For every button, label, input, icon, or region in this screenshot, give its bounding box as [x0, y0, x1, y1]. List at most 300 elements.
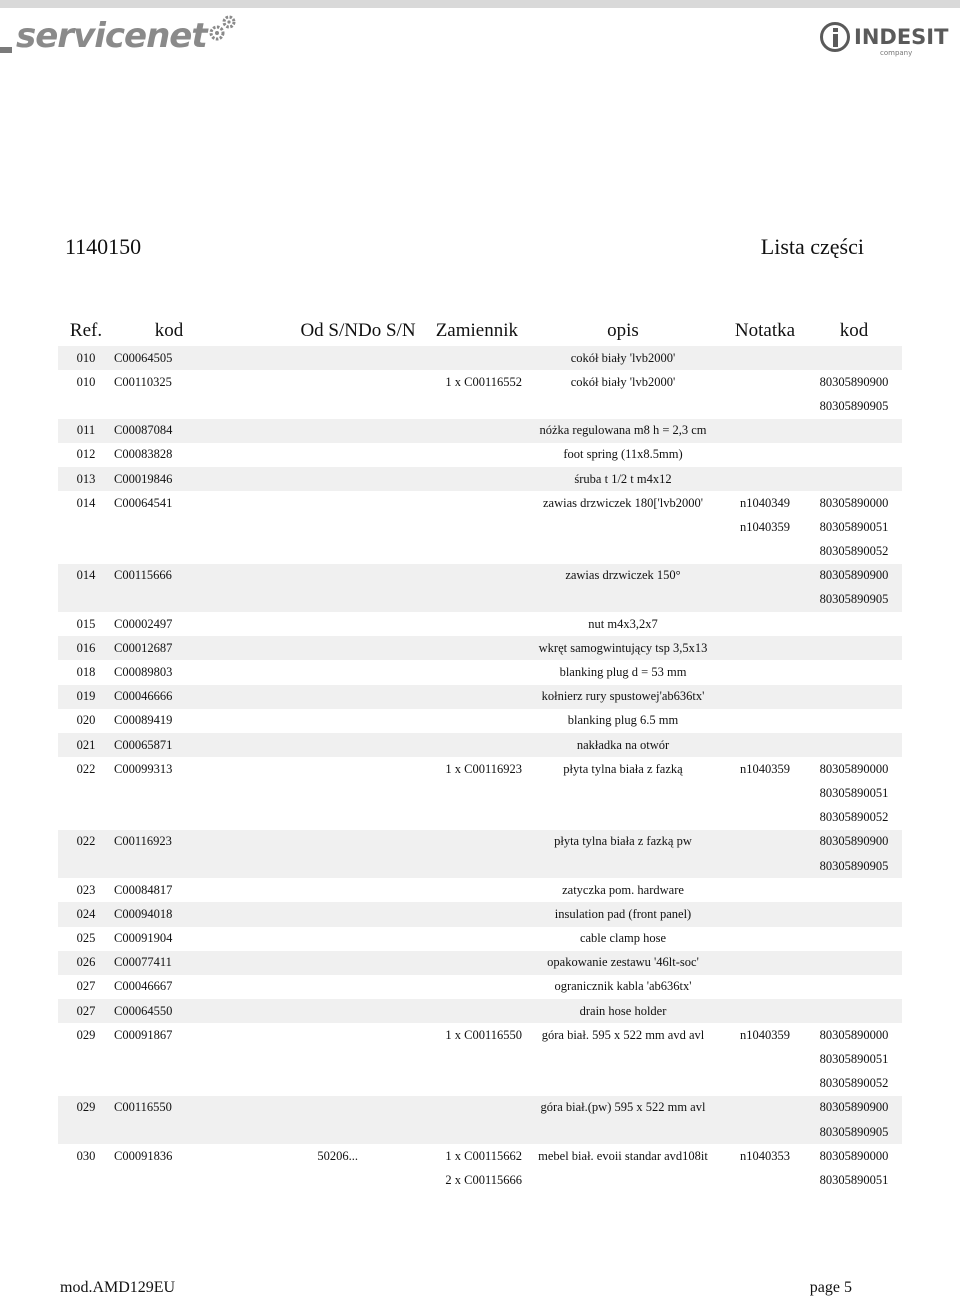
table-row — [58, 394, 902, 418]
cell-notatka — [724, 951, 806, 975]
cell-kod: C00012687 — [114, 636, 224, 660]
cell-zamiennik — [410, 346, 522, 370]
cell-kod: C00110325 — [114, 374, 172, 389]
cell-ref — [58, 1120, 114, 1144]
table-row — [58, 1120, 902, 1144]
cell-kod-2 — [806, 636, 902, 660]
cell-kod-2: 80305890000 — [819, 495, 889, 510]
cell-ref: 021 — [58, 733, 114, 757]
cell-kod — [114, 781, 224, 805]
cell-do-sn — [358, 370, 410, 394]
cell-do-sn — [358, 830, 410, 854]
cell-notatka — [724, 999, 806, 1023]
cell-kod-2 — [806, 346, 902, 370]
cell-kod-2 — [806, 612, 902, 636]
cell-notatka: n1040359 — [740, 519, 790, 534]
cell-notatka — [724, 636, 806, 660]
cell-od-sn — [224, 540, 358, 564]
cell-kod: C00116923 — [114, 830, 224, 854]
cell-kod: C00046666 — [114, 685, 224, 709]
cell-notatka — [724, 1047, 806, 1071]
cell-kod-2 — [806, 660, 902, 684]
footer-model: mod.AMD129EU — [60, 1279, 176, 1296]
cell-do-sn — [358, 733, 410, 757]
cell-od-sn — [224, 927, 358, 951]
col-header-opis: opis — [607, 320, 639, 341]
cell-zamiennik — [410, 975, 522, 999]
cell-zamiennik — [410, 515, 522, 539]
table-row — [58, 830, 902, 854]
table-row — [58, 902, 902, 926]
cell-kod — [114, 806, 224, 830]
cell-opis — [522, 515, 724, 539]
cell-kod: C00077411 — [114, 951, 224, 975]
cell-kod-2 — [806, 927, 902, 951]
cell-kod-2 — [806, 878, 902, 902]
cell-od-sn — [224, 636, 358, 660]
cell-kod-2 — [806, 975, 902, 999]
cell-ref — [58, 588, 114, 612]
table-row — [58, 781, 902, 805]
cell-ref: 010 — [58, 346, 114, 370]
table-row — [58, 1168, 902, 1192]
cell-do-sn — [358, 394, 410, 418]
table-row — [58, 733, 902, 757]
cell-do-sn — [358, 709, 410, 733]
cell-ref: 029 — [58, 1096, 114, 1120]
cell-od-sn — [224, 685, 358, 709]
table-row — [58, 370, 902, 394]
cell-kod-2: 80305890000 — [819, 1027, 889, 1042]
cell-opis — [522, 540, 724, 564]
cell-zamiennik: 2 x C00115666 — [445, 1172, 522, 1187]
cell-do-sn — [358, 540, 410, 564]
footer-page-number: page 5 — [809, 1279, 852, 1296]
cell-zamiennik — [410, 564, 522, 588]
cell-od-sn — [224, 588, 358, 612]
cell-notatka — [724, 927, 806, 951]
cell-od-sn — [224, 951, 358, 975]
cell-ref — [58, 1072, 114, 1096]
cell-do-sn — [358, 1023, 410, 1047]
cell-do-sn — [358, 999, 410, 1023]
cell-opis: góra biał.(pw) 595 x 522 mm avl — [522, 1096, 724, 1120]
cell-ref: 023 — [76, 882, 96, 897]
table-row — [58, 346, 902, 370]
cell-od-sn — [224, 854, 358, 878]
cell-od-sn — [224, 733, 358, 757]
cell-notatka — [724, 443, 806, 467]
table-row — [58, 1023, 902, 1047]
cell-notatka — [724, 854, 806, 878]
cell-notatka — [724, 612, 806, 636]
cell-opis — [522, 1072, 724, 1096]
cell-kod-2: 80305890905 — [806, 854, 902, 878]
cell-opis: śruba t 1/2 t m4x12 — [522, 467, 724, 491]
cell-ref — [58, 515, 114, 539]
cell-notatka — [724, 540, 806, 564]
cell-notatka — [724, 1096, 806, 1120]
cell-do-sn — [358, 491, 410, 515]
cell-do-sn — [358, 612, 410, 636]
cell-opis: insulation pad (front panel) — [522, 902, 724, 926]
table-row — [58, 951, 902, 975]
cell-kod: C00065871 — [114, 733, 224, 757]
cell-notatka — [724, 902, 806, 926]
cell-od-sn — [224, 878, 358, 902]
cell-zamiennik — [410, 612, 522, 636]
cell-notatka — [724, 564, 806, 588]
table-row — [58, 588, 902, 612]
cell-kod: C00087084 — [114, 419, 224, 443]
cell-do-sn — [358, 951, 410, 975]
cell-notatka — [724, 709, 806, 733]
cell-kod-2 — [806, 685, 902, 709]
cell-od-sn — [224, 467, 358, 491]
col-header-ref: Ref. — [69, 320, 103, 341]
cell-opis — [522, 1120, 724, 1144]
cell-kod: C00099313 — [114, 761, 173, 776]
cell-do-sn — [358, 660, 410, 684]
cell-do-sn — [358, 878, 410, 902]
cell-zamiennik: 1 x C00116552 — [445, 374, 522, 389]
cell-notatka: n1040353 — [740, 1148, 790, 1163]
cell-zamiennik — [410, 1096, 522, 1120]
cell-od-sn — [224, 443, 358, 467]
cell-ref: 022 — [58, 830, 114, 854]
table-row — [58, 927, 902, 951]
cell-ref: 022 — [76, 761, 96, 776]
cell-kod — [114, 1072, 224, 1096]
cell-kod-2 — [806, 902, 902, 926]
cell-opis: opakowanie zestawu '46lt-soc' — [522, 951, 724, 975]
table-row — [58, 1072, 902, 1096]
col-header-zamiennik: Zamiennik — [435, 320, 518, 341]
cell-zamiennik — [410, 830, 522, 854]
table-row — [58, 660, 902, 684]
cell-ref — [58, 854, 114, 878]
cell-opis: kołnierz rury spustowej'ab636tx' — [522, 685, 724, 709]
cell-zamiennik — [410, 951, 522, 975]
cell-od-sn — [224, 1120, 358, 1144]
cell-od-sn — [224, 612, 358, 636]
cell-ref: 012 — [76, 447, 96, 462]
cell-opis: nut m4x3,2x7 — [588, 616, 658, 631]
cell-do-sn — [358, 927, 410, 951]
cell-ref — [58, 540, 114, 564]
cell-ref — [58, 394, 114, 418]
cell-kod: C00094018 — [114, 902, 224, 926]
cell-kod-2: 80305890000 — [819, 761, 889, 776]
cell-kod-2 — [806, 733, 902, 757]
col-header-kod: kod — [154, 320, 184, 341]
cell-opis: drain hose holder — [522, 999, 724, 1023]
cell-kod — [114, 588, 224, 612]
cell-opis: cable clamp hose — [579, 931, 667, 946]
cell-do-sn — [358, 685, 410, 709]
cell-od-sn — [224, 1072, 358, 1096]
cell-opis: nakładka na otwór — [522, 733, 724, 757]
cell-zamiennik — [410, 854, 522, 878]
cell-opis: płyta tylna biała z fazką — [563, 761, 683, 776]
cell-notatka — [724, 1168, 806, 1192]
cell-opis: zawias drzwiczek 150° — [522, 564, 724, 588]
cell-kod-2: 80305890900 — [806, 1096, 902, 1120]
cell-ref: 018 — [76, 665, 96, 680]
cell-kod: C00002497 — [114, 616, 173, 631]
col-header-kod-2: kod — [839, 320, 869, 341]
cell-kod: C00064541 — [114, 495, 173, 510]
cell-do-sn — [358, 515, 410, 539]
cell-kod-2: 80305890051 — [819, 1172, 889, 1187]
cell-notatka — [724, 830, 806, 854]
cell-ref: 025 — [76, 931, 96, 946]
cell-zamiennik — [410, 394, 522, 418]
cell-kod: C00091836 — [114, 1148, 173, 1163]
cell-kod-2 — [806, 999, 902, 1023]
cell-do-sn — [358, 1168, 410, 1192]
cell-opis: cokół biały 'lvb2000' — [522, 346, 724, 370]
cell-ref: 029 — [76, 1027, 96, 1042]
cell-ref: 013 — [58, 467, 114, 491]
table-body — [58, 346, 902, 1193]
cell-od-sn — [224, 975, 358, 999]
cell-zamiennik — [410, 685, 522, 709]
cell-kod: C00116550 — [114, 1096, 224, 1120]
cell-zamiennik — [410, 999, 522, 1023]
indesit-wordmark: INDESIT — [854, 25, 949, 49]
cell-kod-2 — [806, 709, 902, 733]
cell-kod — [114, 540, 224, 564]
cell-kod-2 — [806, 419, 902, 443]
cell-zamiennik — [410, 709, 522, 733]
cell-do-sn — [358, 636, 410, 660]
cell-ref: 020 — [76, 713, 96, 728]
cell-opis — [522, 1168, 724, 1192]
cell-od-sn — [224, 1023, 358, 1047]
table-row — [58, 1144, 902, 1168]
cell-do-sn — [358, 467, 410, 491]
cell-notatka — [724, 733, 806, 757]
cell-kod-2: 80305890052 — [819, 1076, 889, 1091]
table-row — [58, 467, 902, 491]
cell-opis — [522, 394, 724, 418]
cell-do-sn — [358, 806, 410, 830]
cell-zamiennik: 1 x C00116923 — [445, 761, 522, 776]
cell-kod: C00089803 — [114, 665, 173, 680]
cell-kod: C00115666 — [114, 564, 224, 588]
cell-kod-2: 80305890051 — [819, 785, 889, 800]
cell-opis — [522, 781, 724, 805]
table-row — [58, 878, 902, 902]
cell-zamiennik — [410, 878, 522, 902]
cell-do-sn — [358, 975, 410, 999]
document-title: Lista części — [760, 234, 864, 259]
cell-ref — [58, 1047, 114, 1071]
cell-zamiennik: 1 x C00115662 — [445, 1148, 522, 1163]
cell-notatka — [724, 975, 806, 999]
cell-opis: góra biał. 595 x 522 mm avd avl — [541, 1027, 705, 1042]
cell-kod: C00064550 — [114, 999, 224, 1023]
cell-kod: C00089419 — [114, 713, 173, 728]
cell-ref: 019 — [58, 685, 114, 709]
cell-od-sn — [224, 902, 358, 926]
cell-notatka — [724, 806, 806, 830]
cell-kod-2: 80305890000 — [819, 1148, 889, 1163]
cell-opis: ogranicznik kabla 'ab636tx' — [554, 979, 692, 994]
cell-notatka — [724, 419, 806, 443]
cell-ref: 014 — [58, 564, 114, 588]
cell-ref — [58, 781, 114, 805]
cell-od-sn — [224, 419, 358, 443]
cell-od-sn — [224, 370, 358, 394]
cell-do-sn — [358, 854, 410, 878]
cell-do-sn — [358, 757, 410, 781]
cell-ref: 014 — [76, 495, 96, 510]
cell-notatka — [724, 878, 806, 902]
cell-kod-2: 80305890052 — [819, 544, 889, 559]
cell-zamiennik — [410, 419, 522, 443]
cell-notatka: n1040359 — [740, 1027, 790, 1042]
table-row — [58, 419, 902, 443]
cell-do-sn — [358, 419, 410, 443]
cell-opis: mebel biał. evoii standar avd108it — [538, 1148, 708, 1163]
cell-ref: 011 — [58, 419, 114, 443]
gears-icon — [208, 14, 238, 44]
cell-kod-2 — [806, 467, 902, 491]
cell-opis — [522, 806, 724, 830]
cell-od-sn — [224, 515, 358, 539]
cell-kod — [114, 394, 224, 418]
cell-od-sn — [224, 830, 358, 854]
cell-do-sn — [358, 588, 410, 612]
cell-notatka — [724, 1072, 806, 1096]
table-row — [58, 757, 902, 781]
table-row — [58, 612, 902, 636]
cell-kod — [114, 854, 224, 878]
table-row — [58, 491, 902, 515]
cell-ref: 027 — [58, 999, 114, 1023]
cell-notatka — [724, 467, 806, 491]
cell-kod-2: 80305890900 — [806, 564, 902, 588]
cell-od-sn — [224, 346, 358, 370]
cell-zamiennik — [410, 491, 522, 515]
cell-od-sn — [224, 757, 358, 781]
cell-do-sn — [358, 1096, 410, 1120]
cell-kod: C00091904 — [114, 931, 173, 946]
top-bar — [0, 0, 960, 8]
cell-kod — [114, 515, 224, 539]
cell-od-sn — [224, 660, 358, 684]
table-row — [58, 443, 902, 467]
table-row — [58, 540, 902, 564]
cell-zamiennik — [410, 1072, 522, 1096]
table-header-row — [58, 316, 902, 346]
cell-do-sn — [358, 902, 410, 926]
cell-opis: płyta tylna biała z fazką pw — [522, 830, 724, 854]
logo-bar — [0, 47, 12, 53]
cell-opis: nóżka regulowana m8 h = 2,3 cm — [522, 419, 724, 443]
cell-opis: blanking plug 6.5 mm — [567, 713, 679, 728]
cell-zamiennik — [410, 733, 522, 757]
table-row — [58, 515, 902, 539]
cell-notatka — [724, 370, 806, 394]
cell-zamiennik — [410, 902, 522, 926]
cell-opis — [522, 854, 724, 878]
cell-opis — [522, 1047, 724, 1071]
table-row — [58, 564, 902, 588]
cell-notatka — [724, 1120, 806, 1144]
cell-od-sn — [224, 709, 358, 733]
cell-kod-2: 80305890905 — [819, 398, 889, 413]
cell-zamiennik — [410, 660, 522, 684]
cell-kod — [114, 1168, 224, 1192]
cell-od-sn — [224, 1168, 358, 1192]
col-header-notatka: Notatka — [734, 320, 796, 341]
cell-od-sn — [224, 1096, 358, 1120]
indesit-logo — [820, 18, 950, 58]
cell-opis: zawias drzwiczek 180['lvb2000' — [542, 495, 703, 510]
table-row — [58, 806, 902, 830]
cell-od-sn — [224, 999, 358, 1023]
cell-kod: C00019846 — [114, 467, 224, 491]
cell-opis: blanking plug d = 53 mm — [559, 665, 687, 680]
cell-kod-2: 80305890052 — [819, 810, 889, 825]
cell-opis: cokół biały 'lvb2000' — [570, 374, 676, 389]
cell-od-sn — [224, 781, 358, 805]
cell-notatka — [724, 685, 806, 709]
cell-do-sn — [358, 564, 410, 588]
cell-notatka — [724, 588, 806, 612]
cell-notatka — [724, 394, 806, 418]
cell-kod: C00084817 — [114, 882, 173, 897]
cell-do-sn — [358, 1144, 410, 1168]
cell-kod-2: 80305890905 — [806, 588, 902, 612]
cell-ref: 024 — [58, 902, 114, 926]
cell-od-sn — [224, 491, 358, 515]
cell-zamiennik — [410, 1047, 522, 1071]
table-row — [58, 854, 902, 878]
cell-ref: 010 — [76, 374, 96, 389]
col-header-od-sn: Od S/N — [300, 320, 358, 341]
cell-opis — [522, 588, 724, 612]
cell-notatka — [724, 346, 806, 370]
table-row — [58, 975, 902, 999]
cell-ref: 016 — [58, 636, 114, 660]
cell-kod-2: 80305890900 — [819, 374, 889, 389]
cell-notatka — [724, 781, 806, 805]
cell-do-sn — [358, 781, 410, 805]
cell-zamiennik — [410, 781, 522, 805]
cell-zamiennik — [410, 927, 522, 951]
cell-od-sn — [224, 806, 358, 830]
cell-ref — [58, 1168, 114, 1192]
cell-zamiennik: 1 x C00116550 — [445, 1027, 522, 1042]
cell-zamiennik — [410, 443, 522, 467]
table-row — [58, 636, 902, 660]
cell-zamiennik — [410, 588, 522, 612]
servicenet-wordmark: servicenet — [16, 16, 207, 56]
cell-kod — [114, 1047, 224, 1071]
cell-kod: C00091867 — [114, 1027, 173, 1042]
cell-kod-2 — [806, 443, 902, 467]
cell-opis: wkręt samogwintujący tsp 3,5x13 — [522, 636, 724, 660]
cell-od-sn: 50206... — [317, 1148, 358, 1163]
cell-kod — [114, 1120, 224, 1144]
cell-kod: C00083828 — [114, 447, 173, 462]
cell-notatka: n1040349 — [740, 495, 790, 510]
cell-do-sn — [358, 346, 410, 370]
